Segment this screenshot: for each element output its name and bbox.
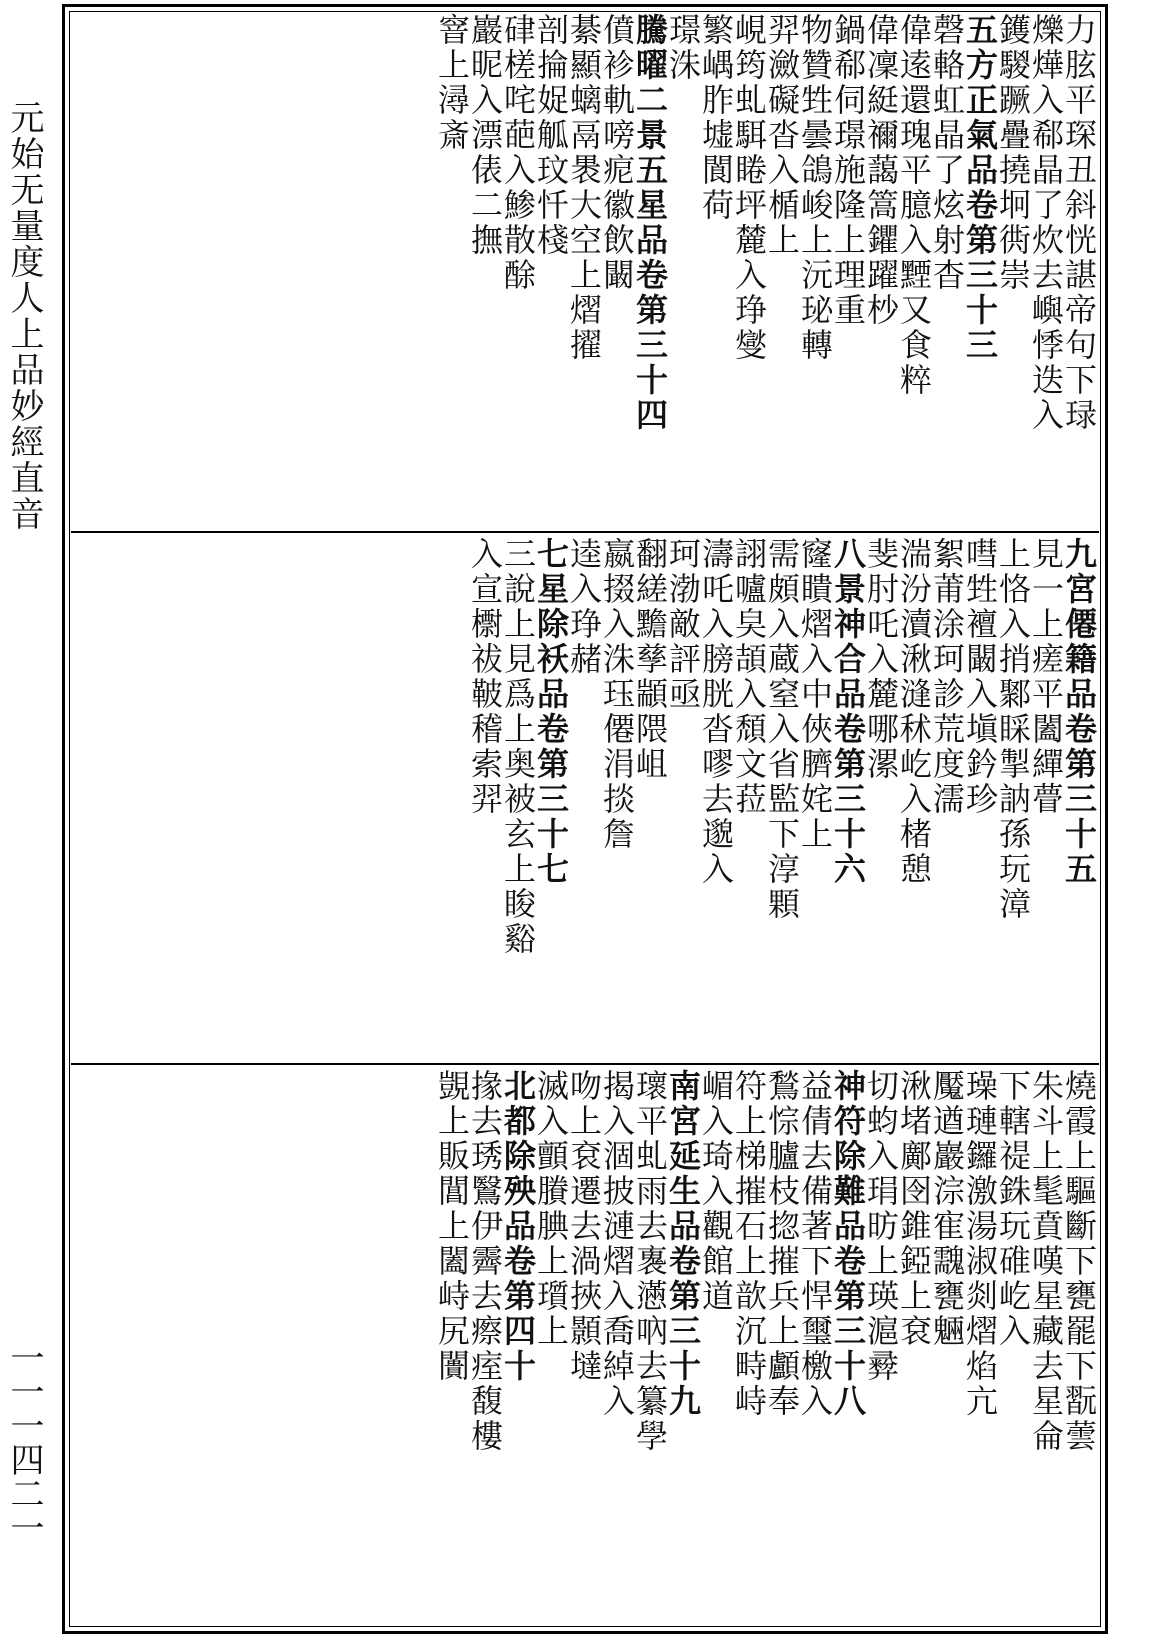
text-column: 力胘平琛丑斜恍諶帝句下琭 xyxy=(1060,13,1098,433)
chapter-heading: 騰曜二景五星品卷第三十四 xyxy=(631,13,669,433)
column-group xyxy=(71,13,1099,529)
text-column: 窨上潯斎 xyxy=(433,13,471,153)
margin-book-title: 元始无量度人上品妙經直音 xyxy=(4,100,44,532)
text-column: 見一上瘥平闔繟瞢 xyxy=(1027,537,1065,817)
column-group xyxy=(71,1069,1099,1623)
text-column: 詡嚧㚖頡入頹文菈 xyxy=(730,537,768,817)
text-column: 濤吒入膀胱沓嘐去邈入 xyxy=(697,537,735,887)
text-column: 朱斗上髦賁嘆星藏去星侖 xyxy=(1027,1069,1065,1454)
text-column: 入宣㯹祓鞁稽索羿 xyxy=(466,537,504,817)
text-column: 璪璉鑼激湯淑剡熠焰亢 xyxy=(961,1069,999,1419)
chapter-heading: 北都除殃品卷第四十 xyxy=(499,1069,537,1384)
text-column: 揭入涸披漣熠入喬綽入 xyxy=(598,1069,636,1419)
section-middle xyxy=(71,537,1099,1061)
text-column: 湫堵鄺囹錐錏上袞 xyxy=(895,1069,933,1349)
text-column: 珂渤敵評亟 xyxy=(664,537,702,712)
text-column: 符上梯摧石上歆沉畤峙 xyxy=(730,1069,768,1419)
text-column: 峴筠虬駬睠坪麓入琤燮 xyxy=(730,13,768,363)
text-column: 需頗入蔵窒入省監下淳顆 xyxy=(763,537,801,922)
chapter-heading: 南宮延生品卷第三十九 xyxy=(664,1069,702,1419)
text-column: 下轄禔銖玩碓屹入 xyxy=(994,1069,1032,1349)
chapter-heading: 神符除難品卷第三十八 xyxy=(829,1069,867,1419)
text-column: 覬上販閶上闔峙尻闠 xyxy=(433,1069,471,1384)
text-column: 嵋入琦入觀館道 xyxy=(697,1069,735,1314)
chapter-heading: 九宮僊籍品卷第三十五 xyxy=(1060,537,1098,887)
chapter-heading: 七星除袄品卷第三十七 xyxy=(532,537,570,887)
text-column: 僨袗軌嗙痆徽飲闞 xyxy=(598,13,636,293)
text-column: 物贊甡曇鴿峻上沅珌轉 xyxy=(796,13,834,363)
text-column: 斐肘吒入麓哪漯 xyxy=(862,537,900,782)
chapter-heading: 五方正氣品卷第三十三 xyxy=(961,13,999,363)
text-column: 燒霞上驅斷下甕罷下翫蕓 xyxy=(1060,1069,1098,1454)
column-group xyxy=(71,537,1099,1061)
text-column: 羿瀲礙沓入楯上 xyxy=(763,13,801,258)
text-column: 益倩去備著下悍璽檄入 xyxy=(796,1069,834,1419)
text-column: 滅入顫賸腆上瓆上 xyxy=(532,1069,570,1349)
text-column: 逵入琤赭 xyxy=(565,537,603,677)
text-column: 偉逺還瑰平臆入黫又食粹 xyxy=(895,13,933,398)
text-column: 絮莆涂珂診荒度濡 xyxy=(928,537,966,817)
text-column: 剖掄娖觚玟忏棧 xyxy=(532,13,570,258)
text-column: 掾去琇鷖伊霽去瘵痓馥樓 xyxy=(466,1069,504,1454)
text-column: 鍋郗伺璟施隆上理重 xyxy=(829,13,867,328)
text-column: 嘒甡襢闞入塡鈐珍 xyxy=(961,537,999,817)
text-column: 偉凜綎禰藹篙鑺躍杪 xyxy=(862,13,900,328)
margin-page-number: 一一一四二一 xyxy=(4,1340,44,1544)
text-column: 璟洙 xyxy=(664,13,702,83)
text-column: 三說上見爲上奥被玄上睃谿 xyxy=(499,537,537,957)
section-bottom xyxy=(71,1069,1099,1623)
text-column: 巖昵入漂俵二撫 xyxy=(466,13,504,258)
text-column: 切蚐入琄昉上瑛滬彛 xyxy=(862,1069,900,1384)
text-column: 湍汾瀆湫漨秫屹入楮憩 xyxy=(895,537,933,887)
text-column: 瓌平虬雨去褢懣吶去纂學 xyxy=(631,1069,669,1454)
text-column: 鶖悰臚枝㧾摧兵上顱奉 xyxy=(763,1069,801,1419)
text-column: 爍燁入郗晶了炊去嶼悸迭入 xyxy=(1027,13,1065,433)
text-column: 窿瞶熠入中俠臍姹上 xyxy=(796,537,834,852)
text-column: 綦顯螭鬲褁大空上熠擢 xyxy=(565,13,603,363)
section-divider xyxy=(71,1063,1099,1065)
section-top xyxy=(71,13,1099,529)
section-divider xyxy=(71,531,1099,533)
text-column: 翻縒黵孳顓隈岨 xyxy=(631,537,669,782)
text-column: 硉槎咤葩入鯵散酴 xyxy=(499,13,537,293)
text-column: 魘遒巖淙寉䰰甕魎 xyxy=(928,1069,966,1349)
text-column: 嬴掇入洙珏僊涓掞詹 xyxy=(598,537,636,852)
text-column: 鑊騣蹶疊撓坰衖崇 xyxy=(994,13,1032,293)
text-column: 吻上袞遷去渦挾顥墶 xyxy=(565,1069,603,1384)
text-column: 上恪入捎鄹睬掣訥孫玩漳 xyxy=(994,537,1032,922)
page-frame xyxy=(62,4,1108,1634)
chapter-heading: 八景神合品卷第三十六 xyxy=(829,537,867,887)
text-column: 磬輅虹晶了炫射杳 xyxy=(928,13,966,293)
text-column: 繁嵎胙墟閬荷 xyxy=(697,13,735,223)
